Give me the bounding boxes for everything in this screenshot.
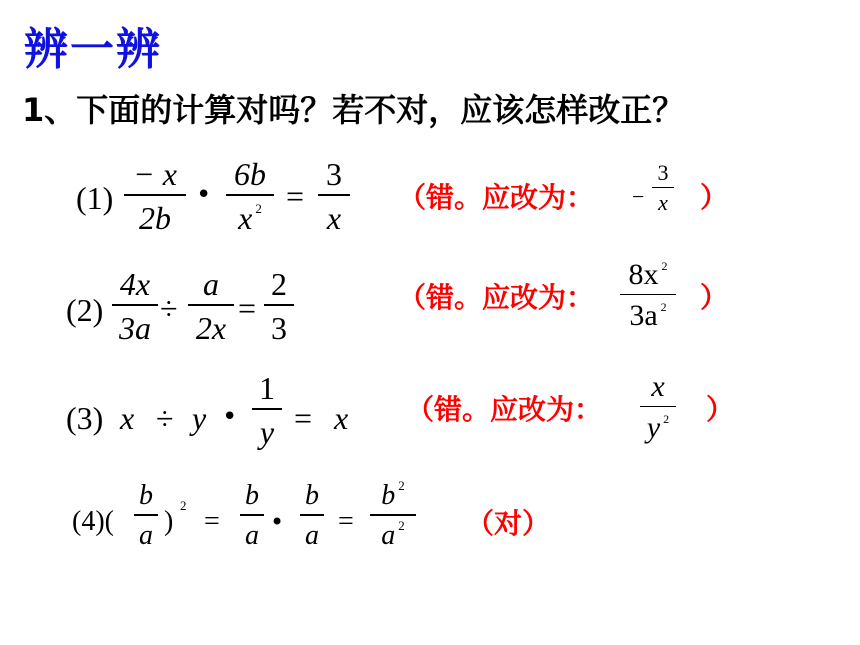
page-title: 辨一辨 bbox=[24, 24, 162, 75]
problem-3-fraction-1: 1 y bbox=[252, 372, 282, 448]
problem-4-fraction-1: b a bbox=[134, 482, 158, 550]
problem-1-multiply-dot: • bbox=[196, 180, 212, 210]
problem-3-divide: ÷ bbox=[156, 400, 174, 436]
problem-4-fraction-2: b a bbox=[240, 482, 264, 550]
problem-4-feedback: （对） bbox=[466, 507, 551, 540]
problem-2-fraction-3: 2 3 bbox=[264, 268, 294, 344]
problem-4-fraction-3: b a bbox=[300, 482, 324, 550]
problem-1-fraction-2: 6b x $^2$ bbox=[226, 158, 274, 234]
problem-4-label: (4)( bbox=[72, 506, 114, 537]
problem-1-answer-sign: − bbox=[632, 184, 645, 209]
problem-3-feedback: （错。应改为： bbox=[406, 393, 603, 426]
problem-1-fraction-1: − x 2b bbox=[124, 158, 186, 234]
problem-2-answer-fraction: 8x $^2$ 3a $^2$ bbox=[620, 260, 676, 331]
problem-4-equals-2: = bbox=[338, 506, 354, 537]
problem-3-equals: = bbox=[294, 400, 313, 436]
problem-3-multiply-dot: • bbox=[222, 402, 238, 432]
problem-4-multiply-dot: • bbox=[270, 508, 285, 536]
problem-3-feedback-close: ） bbox=[706, 393, 735, 426]
problem-1-label: (1) bbox=[76, 180, 114, 216]
problem-3-y: y bbox=[192, 400, 207, 436]
question-text: 1、下面的计算对吗？若不对，应该怎样改正？ bbox=[22, 91, 685, 129]
problem-2-fraction-2: a 2x bbox=[188, 268, 234, 344]
problem-1-equals: = bbox=[286, 178, 305, 214]
problem-1-feedback-close: ） bbox=[700, 181, 729, 214]
problem-2-label: (2) bbox=[66, 292, 104, 328]
problem-4-close-paren: ) bbox=[164, 506, 174, 537]
problem-4-equals-1: = bbox=[204, 506, 220, 537]
problem-3-rhs: x bbox=[334, 400, 349, 436]
problem-1-answer-fraction: 3 x bbox=[652, 162, 674, 214]
problem-1-feedback: （错。应改为： bbox=[398, 181, 595, 214]
problem-4-fraction-4: b $^2$ a $^2$ bbox=[370, 482, 416, 550]
problem-2-feedback-close: ） bbox=[700, 281, 729, 314]
problem-2-fraction-1: 4x 3a bbox=[112, 268, 158, 344]
problem-1-fraction-3: 3 x bbox=[318, 158, 350, 234]
problem-3-answer-fraction: x y $^2$ bbox=[640, 372, 676, 443]
problem-2-divide: ÷ bbox=[160, 290, 178, 326]
problem-3-label: (3) bbox=[66, 400, 104, 436]
problem-4-power: 2 bbox=[180, 498, 187, 513]
problem-2-feedback: （错。应改为： bbox=[398, 281, 595, 314]
problem-3-x: x bbox=[120, 400, 135, 436]
problem-2-equals: = bbox=[238, 290, 257, 326]
